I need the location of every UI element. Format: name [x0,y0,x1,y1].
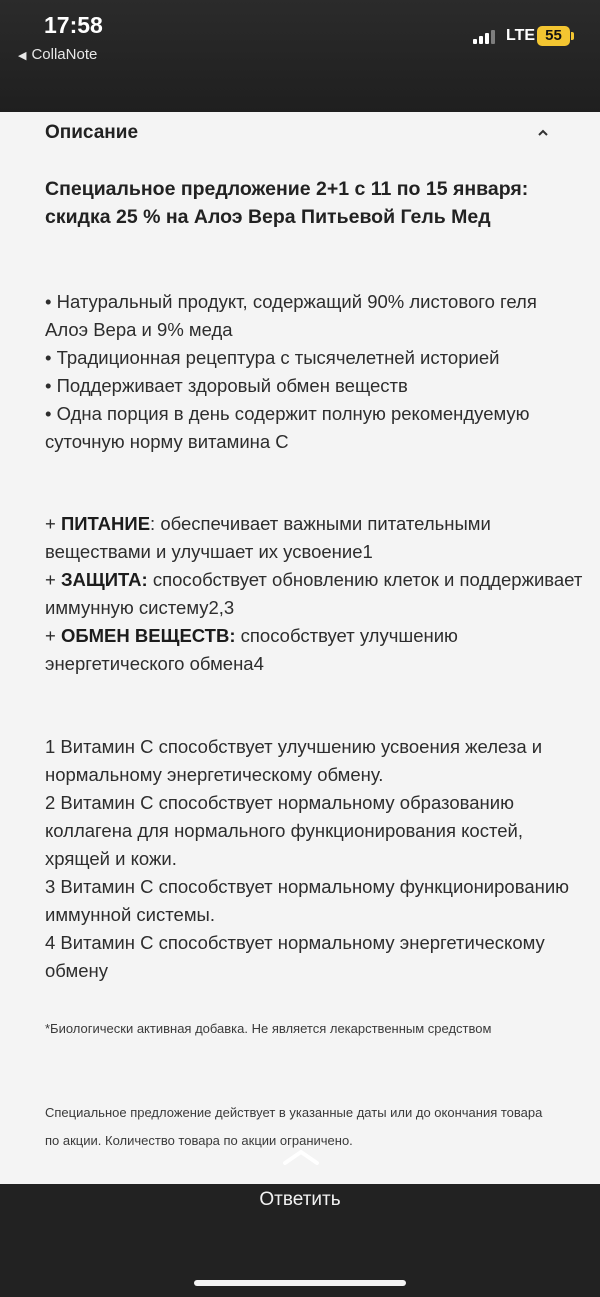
benefit-item [45,566,585,622]
back-to-app-link[interactable] [18,46,97,63]
back-arrow-icon: ◀ [18,50,27,62]
back-app-label: CollaNote [31,46,98,63]
footnote: 3 Витамин С способствует нормальному функционированию иммунной системы. [45,876,570,925]
status-time: 17:58 [44,12,103,38]
bullet-list [45,288,585,456]
benefit-item [45,510,585,566]
footnotes-list [45,733,585,985]
footnote: 2 Витамин С способствует нормальному образованию коллагена для нормального функционирования костей, хрящей и кожи. [45,792,524,869]
description-panel [0,112,600,1184]
reply-button[interactable]: Ответить [200,1184,400,1216]
list-item: • Одна порция в день содержит полную рекомендуемую суточную норму витамина С [45,403,530,452]
list-item: • Традиционная рецептура с тысячелетней историей [45,347,500,368]
disclaimer-text: *Биологически активная добавка. Не является лекарственным средством [45,1021,492,1036]
network-type: LTE [506,27,536,44]
footnote: 1 Витамин С способствует улучшению усвоения железа и нормальному энергетическому обмену. [45,736,543,785]
battery-indicator: 55 [537,26,570,46]
benefit-label: ЗАЩИТА: [60,569,148,590]
benefit-item [45,622,585,678]
signal-strength-icon [473,29,495,44]
benefit-text: способствует улучшению энергетического обмена4 [45,625,458,674]
battery-tip [571,32,574,40]
section-title[interactable]: Описание [45,122,139,143]
home-indicator[interactable] [194,1280,406,1286]
footnote: 4 Витамин С способствует нормальному энергетическому обмену [45,932,545,981]
benefit-text: способствует обновлению клеток и поддерживает иммунную систему2,3 [45,569,583,618]
benefit-prefix: + [45,625,61,646]
benefit-label: ОБМЕН ВЕЩЕСТВ: [60,625,236,646]
offer-title: Специальное предложение 2+1 с 11 по 15 января: скидка 25 % на Алоэ Вера Питьевой Гель Мед [45,178,529,228]
benefit-prefix: + [45,569,61,590]
offer-note-text: Специальное предложение действует в указанные даты или до окончания товара по акции. Количество товара по акции ограничено. [45,1105,543,1148]
benefits-list [45,510,585,678]
chevron-up-icon[interactable] [538,128,548,138]
bottom-toolbar [0,1184,600,1297]
benefit-text: : обеспечивает важными питательными веществами и улучшает их усвоение1 [45,513,491,562]
list-item: • Поддерживает здоровый обмен веществ [45,375,408,396]
benefit-label: ПИТАНИЕ [60,513,151,534]
chevron-up-icon[interactable] [282,1148,320,1166]
benefit-prefix: + [45,513,61,534]
list-item: • Натуральный продукт, содержащий 90% листового геля Алоэ Вера и 9% меда [45,291,537,340]
status-bar [0,0,600,112]
